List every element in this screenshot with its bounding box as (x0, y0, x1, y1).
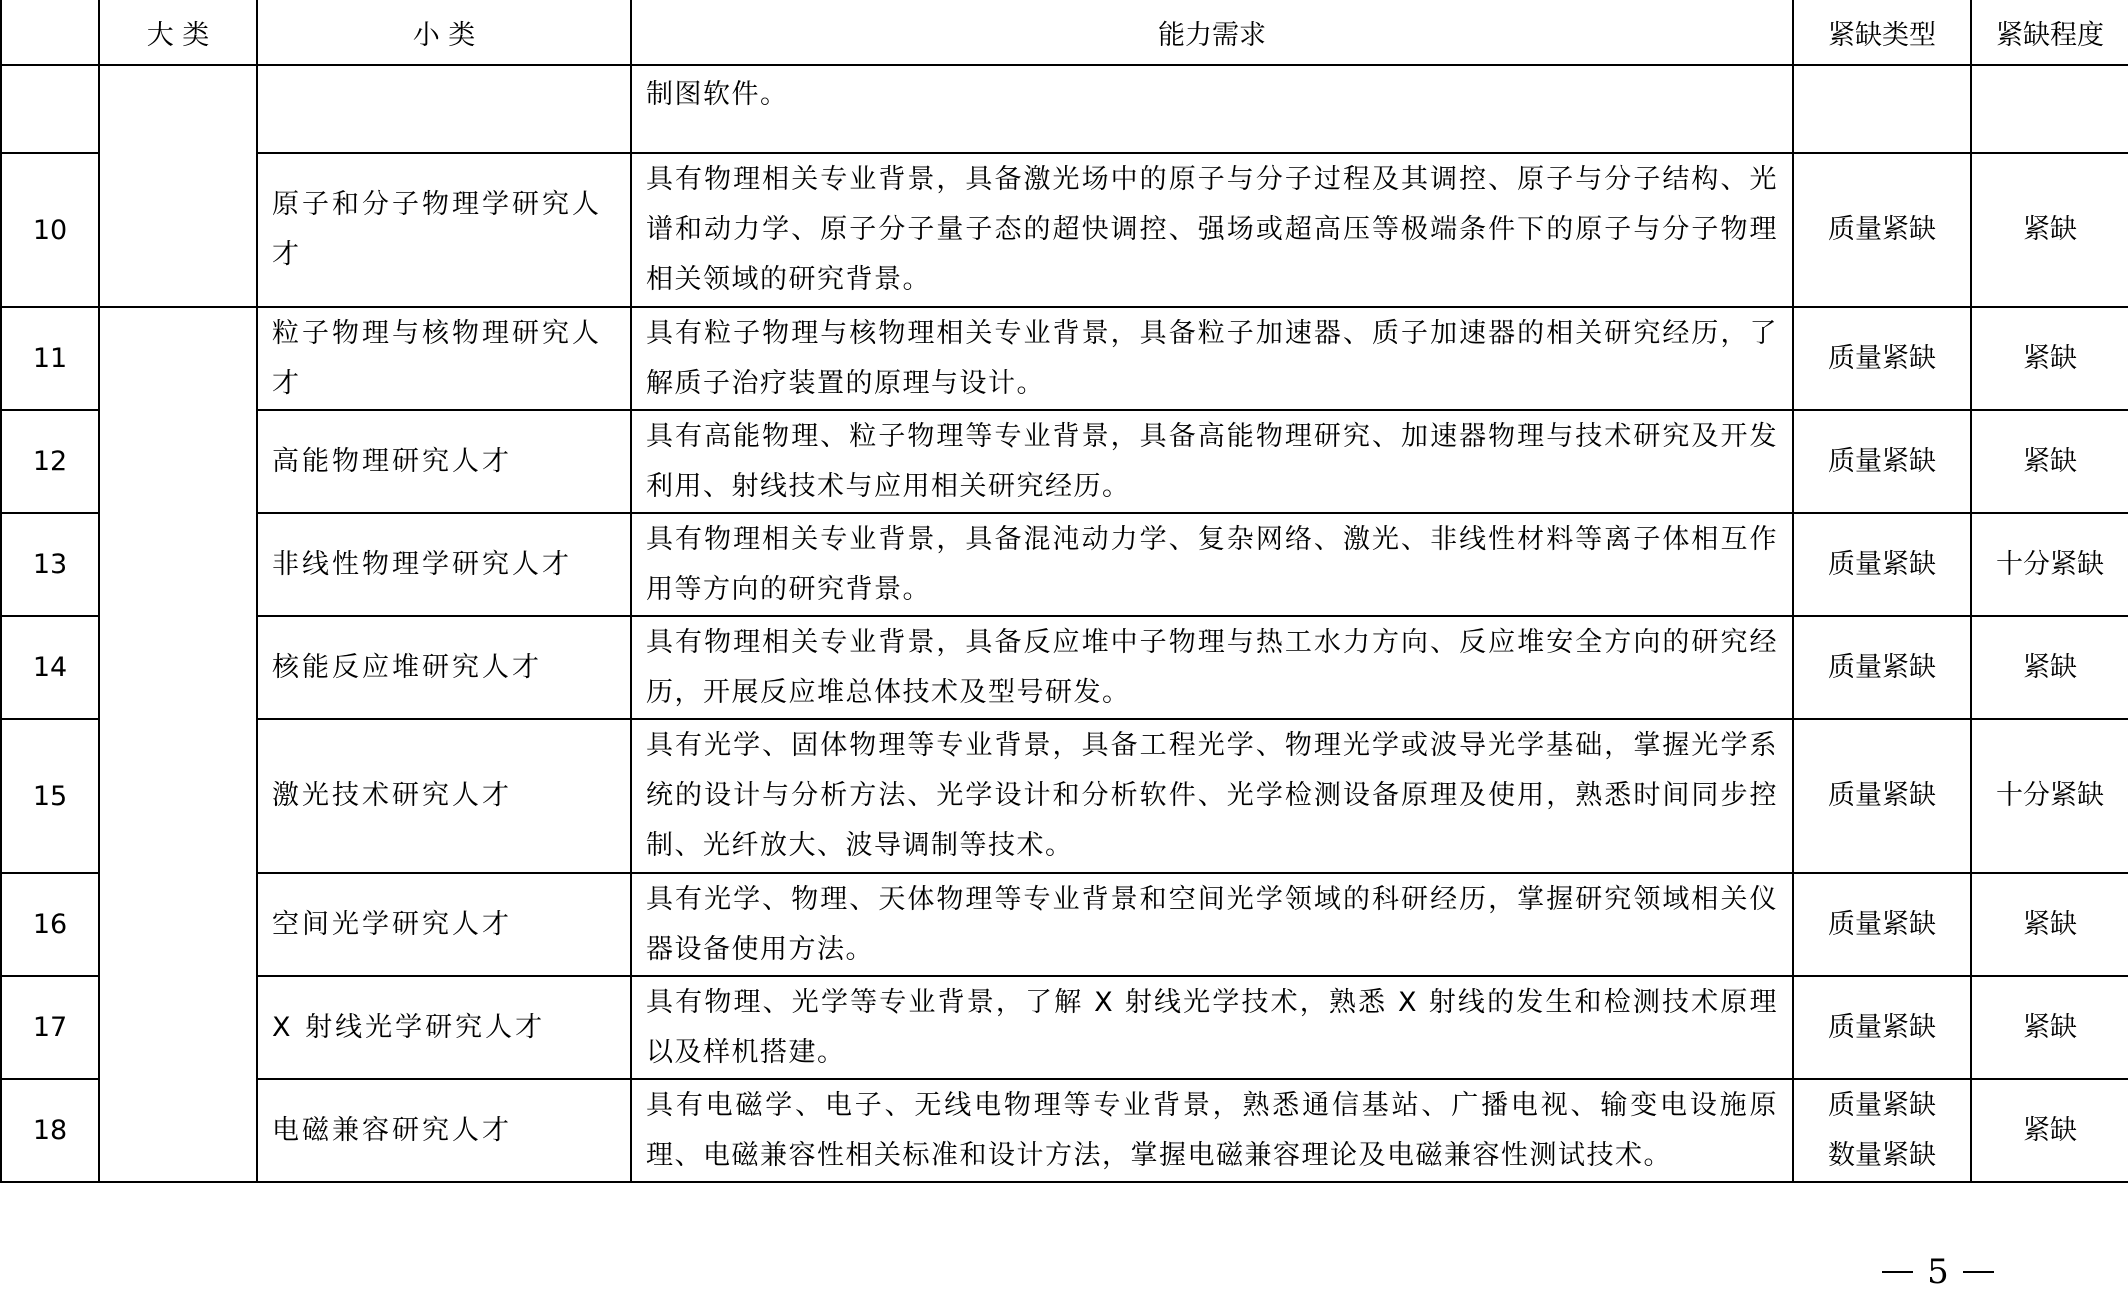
table-row (1, 719, 2128, 873)
row-requirement: 具有高能物理、粒子物理等专业背景，具备高能物理研究、加速器物理与技术研究及开发利用、射线技术与应用相关研究经历。 (631, 410, 1793, 513)
row-subcategory: 高能物理研究人才 (257, 410, 631, 513)
row-requirement: 具有电磁学、电子、无线电物理等专业背景，熟悉通信基站、广播电视、输变电设施原理、电磁兼容性相关标准和设计方法，掌握电磁兼容理论及电磁兼容性测试技术。 (631, 1079, 1793, 1182)
row-subcategory: 非线性物理学研究人才 (257, 513, 631, 616)
row-shortage-type: 质量紧缺 (1793, 307, 1971, 410)
row-shortage-type: 质量紧缺 (1793, 616, 1971, 719)
row-number: 11 (1, 307, 99, 410)
row-number: 17 (1, 976, 99, 1079)
row-shortage-type: 质量紧缺 (1793, 153, 1971, 307)
row-number: 13 (1, 513, 99, 616)
row-requirement: 具有光学、固体物理等专业背景，具备工程光学、物理光学或波导光学基础，掌握光学系统的设计与分析方法、光学设计和分析软件、光学检测设备原理及使用，熟悉时间同步控制、光纤放大、波导调制等技术。 (631, 719, 1793, 873)
row-shortage-type: 质量紧缺 (1793, 410, 1971, 513)
row-number: 18 (1, 1079, 99, 1182)
row-shortage-level: 十分紧缺 (1971, 719, 2128, 873)
row-shortage-level: 紧缺 (1971, 410, 2128, 513)
page-number-footer (1868, 1248, 2008, 1296)
header-requirement: 能力需求 (631, 0, 1793, 65)
row-shortage-level: 紧缺 (1971, 873, 2128, 976)
row-shortage-type (1793, 65, 1971, 153)
row-subcategory (257, 65, 631, 153)
row-number: 14 (1, 616, 99, 719)
header-index (1, 0, 99, 65)
row-requirement: 具有粒子物理与核物理相关专业背景，具备粒子加速器、质子加速器的相关研究经历，了解质子治疗装置的原理与设计。 (631, 307, 1793, 410)
row-shortage-level: 紧缺 (1971, 616, 2128, 719)
table-row (1, 976, 2128, 1079)
row-number (1, 65, 99, 153)
row-number: 15 (1, 719, 99, 873)
row-requirement: 制图软件。 (631, 65, 1793, 153)
row-shortage-type: 质量紧缺 (1793, 873, 1971, 976)
category-cell (99, 307, 257, 1182)
table-row (1, 65, 2128, 153)
row-requirement: 具有物理相关专业背景，具备反应堆中子物理与热工水力方向、反应堆安全方向的研究经历，开展反应堆总体技术及型号研发。 (631, 616, 1793, 719)
row-subcategory: 粒子物理与核物理研究人才 (257, 307, 631, 410)
shortage-type-line-2: 数量紧缺 (1828, 1139, 1936, 1171)
row-subcategory: 电磁兼容研究人才 (257, 1079, 631, 1182)
table-row (1, 410, 2128, 513)
row-requirement: 具有物理、光学等专业背景，了解 X 射线光学技术，熟悉 X 射线的发生和检测技术原理以及样机搭建。 (631, 976, 1793, 1079)
table-row (1, 153, 2128, 307)
row-requirement: 具有光学、物理、天体物理等专业背景和空间光学领域的科研经历，掌握研究领域相关仪器设备使用方法。 (631, 873, 1793, 976)
row-shortage-level: 十分紧缺 (1971, 513, 2128, 616)
row-number: 16 (1, 873, 99, 976)
table-header-row (1, 0, 2128, 65)
page-number: 5 (1927, 1252, 1949, 1292)
footer-dash-left (1882, 1271, 1913, 1273)
row-subcategory: 激光技术研究人才 (257, 719, 631, 873)
row-shortage-level (1971, 65, 2128, 153)
header-shortage-level: 紧缺程度 (1971, 0, 2128, 65)
table-row (1, 307, 2128, 410)
category-cell (99, 65, 257, 307)
row-shortage-type: 质量紧缺 (1793, 513, 1971, 616)
row-requirement: 具有物理相关专业背景，具备混沌动力学、复杂网络、激光、非线性材料等离子体相互作用等方向的研究背景。 (631, 513, 1793, 616)
row-subcategory: 原子和分子物理学研究人才 (257, 153, 631, 307)
header-shortage-type: 紧缺类型 (1793, 0, 1971, 65)
footer-dash-right (1963, 1271, 1994, 1273)
table-row (1, 1079, 2128, 1182)
row-shortage-level: 紧缺 (1971, 1079, 2128, 1182)
row-shortage-level: 紧缺 (1971, 976, 2128, 1079)
header-subcategory: 小 类 (257, 0, 631, 65)
table-row (1, 873, 2128, 976)
row-shortage-level: 紧缺 (1971, 307, 2128, 410)
row-subcategory: 空间光学研究人才 (257, 873, 631, 976)
row-shortage-type: 质量紧缺 (1793, 976, 1971, 1079)
table-row (1, 616, 2128, 719)
table-row (1, 513, 2128, 616)
row-shortage-type (1793, 1079, 1971, 1182)
row-subcategory: 核能反应堆研究人才 (257, 616, 631, 719)
header-category: 大 类 (99, 0, 257, 65)
row-subcategory: X 射线光学研究人才 (257, 976, 631, 1079)
shortage-type-line-1: 质量紧缺 (1828, 1089, 1936, 1121)
row-requirement: 具有物理相关专业背景，具备激光场中的原子与分子过程及其调控、原子与分子结构、光谱和动力学、原子分子量子态的超快调控、强场或超高压等极端条件下的原子与分子物理相关领域的研究背景。 (631, 153, 1793, 307)
row-number: 12 (1, 410, 99, 513)
row-number: 10 (1, 153, 99, 307)
row-shortage-level: 紧缺 (1971, 153, 2128, 307)
row-shortage-type: 质量紧缺 (1793, 719, 1971, 873)
